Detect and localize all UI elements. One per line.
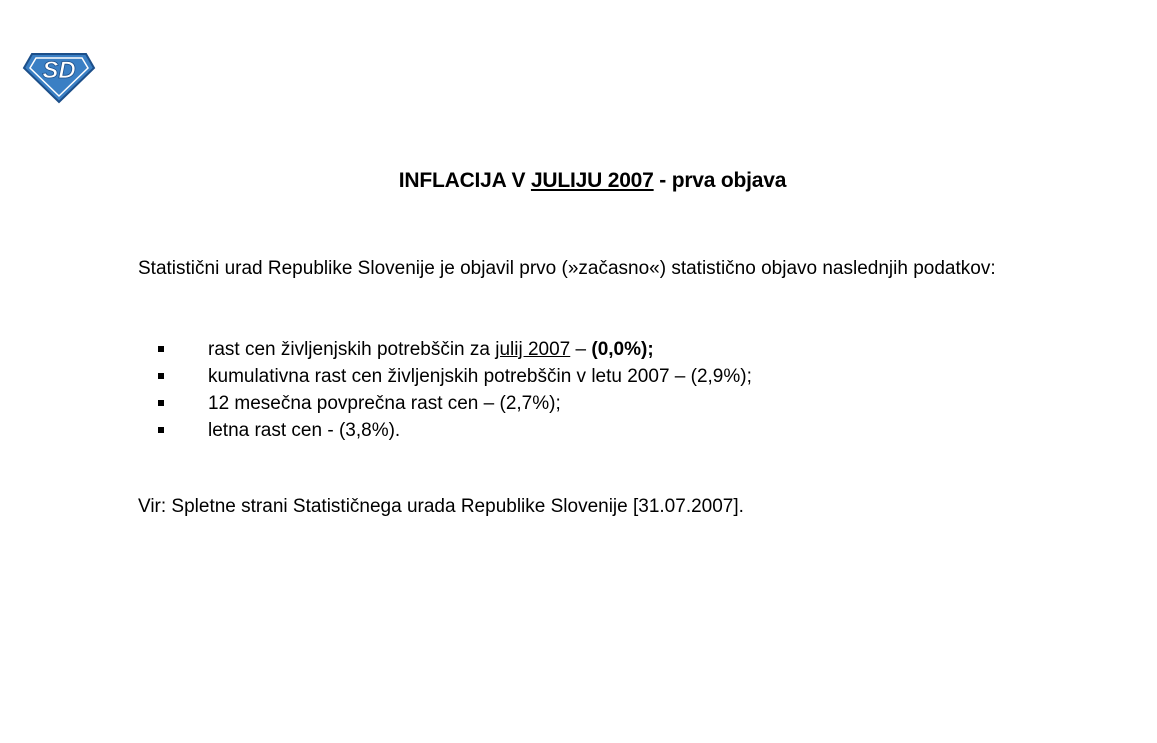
square-bullet-icon [158, 346, 164, 352]
square-bullet-icon [158, 400, 164, 406]
title-period: JULIJU 2007 [530, 169, 654, 192]
diamond-shield-logo-icon [22, 48, 96, 104]
bullet-text-before: rast cen življenjskih potrebščin za [208, 339, 496, 360]
list-item [138, 390, 752, 417]
bullet-text-middle: – [570, 339, 592, 360]
list-item [138, 417, 752, 444]
list-item [138, 336, 752, 363]
bullet-text: kumulativna rast cen življenjskih potrebščin v letu 2007 – (2,9%); [208, 366, 752, 387]
bullet-list [138, 336, 752, 444]
intro-paragraph: Statistični urad Republike Slovenije je objavil prvo (»začasno«) statistično objavo naslednjih podatkov: [138, 258, 996, 279]
page-title [0, 169, 1157, 193]
title-prefix: INFLACIJA V [398, 169, 531, 192]
logo-text: SD [42, 57, 76, 84]
bullet-underlined-period: julij 2007 [495, 339, 571, 360]
square-bullet-icon [158, 427, 164, 433]
logo [22, 48, 96, 104]
source-note: Vir: Spletne strani Statističnega urada Republike Slovenije [31.07.2007]. [138, 496, 744, 517]
square-bullet-icon [158, 373, 164, 379]
bullet-text: letna rast cen - (3,8%). [208, 420, 401, 441]
bullet-bold-value: (0,0%); [591, 339, 654, 360]
title-suffix: - prva objava [653, 169, 787, 192]
list-item [138, 363, 752, 390]
bullet-text: 12 mesečna povprečna rast cen – (2,7%); [208, 393, 561, 414]
